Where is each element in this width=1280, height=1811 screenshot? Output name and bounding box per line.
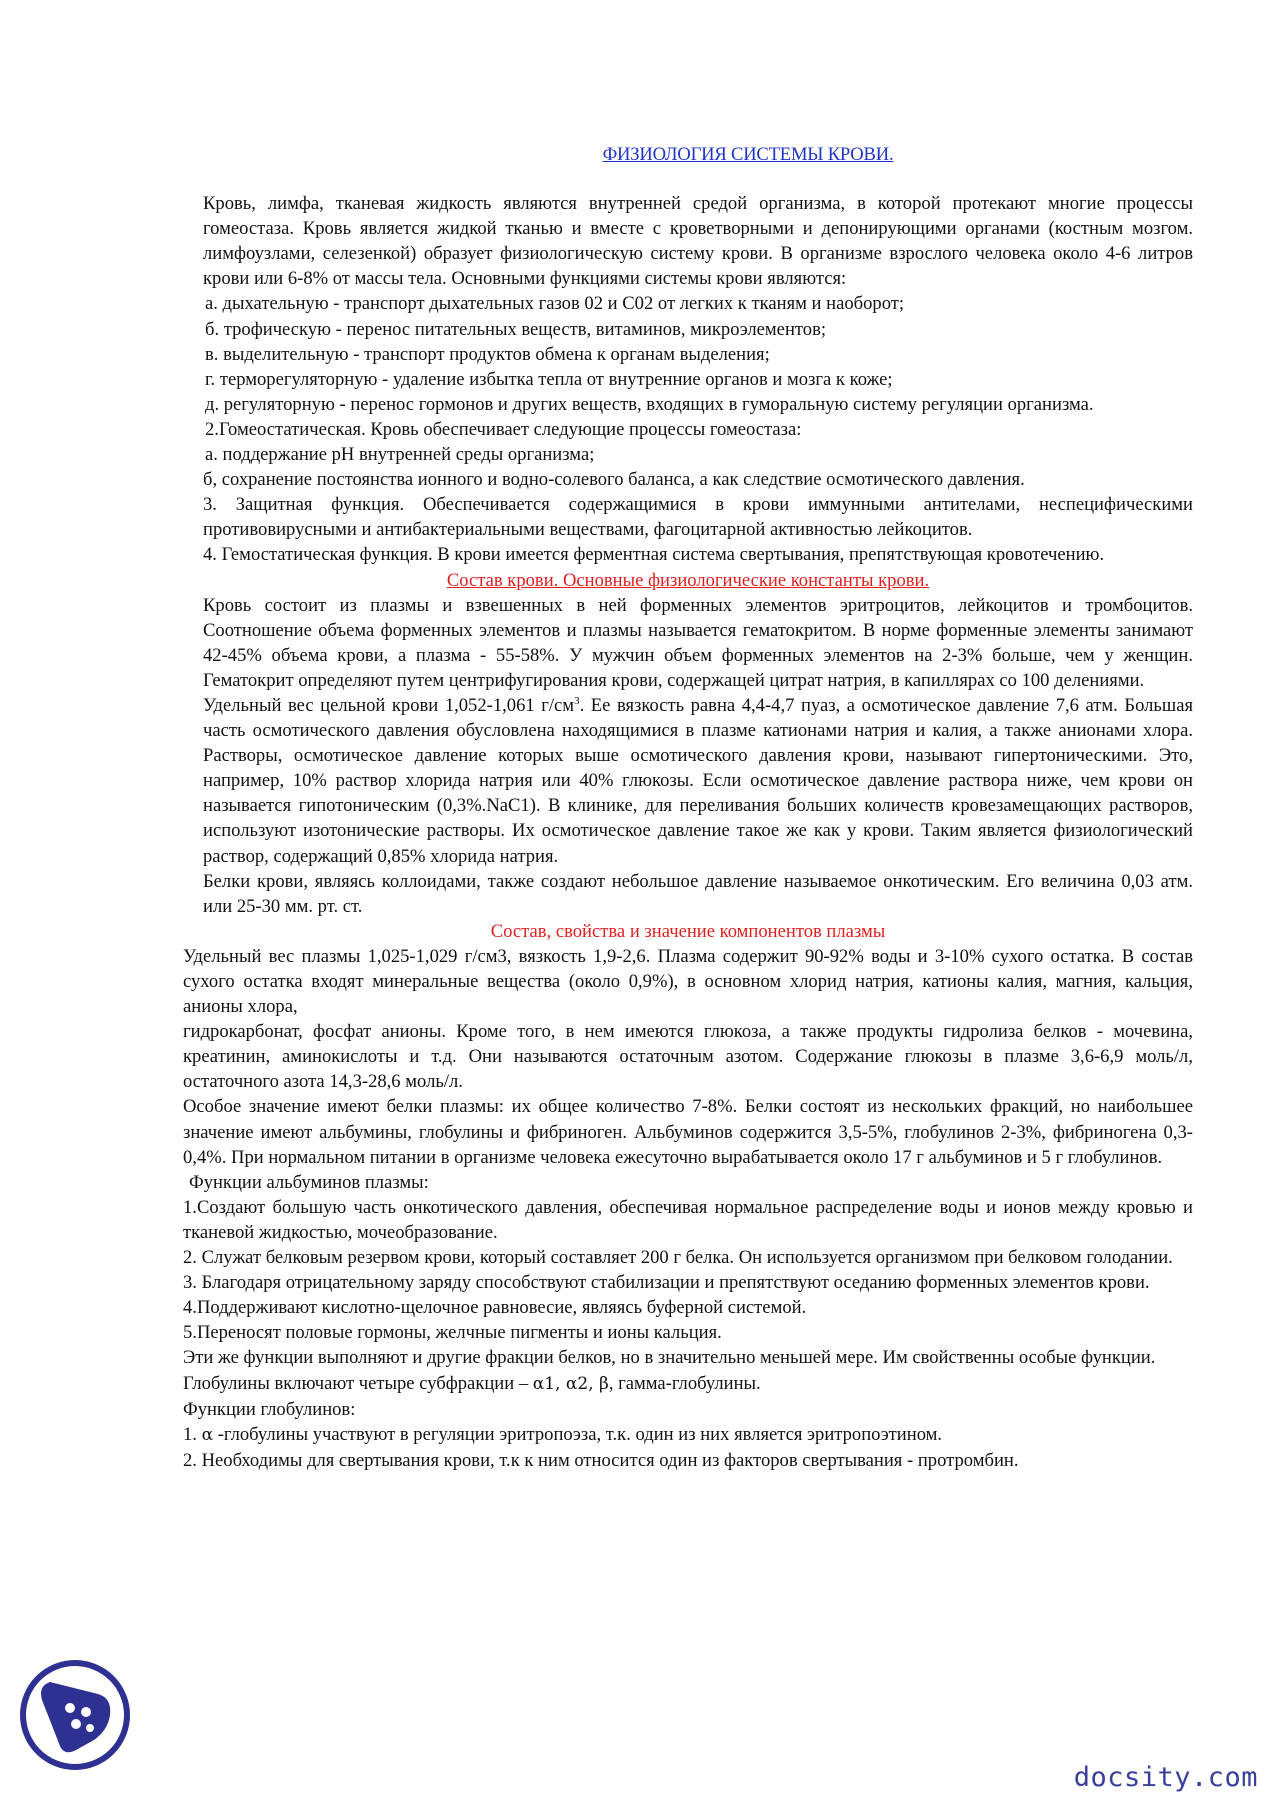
list-item: а. поддержание рН внутренней среды организма;: [205, 444, 595, 466]
superscript: 3: [574, 694, 580, 707]
list-item: 2. Служат белковым резервом крови, который составляет 200 г белка. Он используется организмом при белковом голодании.: [183, 1247, 1173, 1269]
section-heading-plasma: Состав, свойства и значение компонентов плазмы: [490, 920, 886, 942]
page-title: ФИЗИОЛОГИЯ СИСТЕМЫ КРОВИ.: [602, 144, 894, 165]
text-run: -глобулины участвуют в регуляции эритропоэза, т.к. один из них является эритропоэтином.: [213, 1423, 943, 1445]
docsity-brand[interactable]: docsity.com: [1073, 1762, 1258, 1793]
plasma-proteins-paragraph: Особое значение имеют белки плазмы: их общее количество 7-8%. Белки состоят из нескольких фракций, но наибольшее значение имеют альбумины, глобулины и фибриноген. Альбуминов содержится 3,5-5%, глобулинов 2-3%, фибриногена 0,3-0,4%. При нормальном питании в организме человека ежесуточно вырабатывается около 17 г альбуминов и 5 г глобулинов.: [183, 1096, 1193, 1168]
specific-gravity-paragraph: [183, 693, 1193, 869]
text-run: 1.: [183, 1423, 202, 1445]
list-item: 4.Поддерживают кислотно-щелочное равновесие, являясь буферной системой.: [183, 1297, 807, 1319]
list-item: 5.Переносят половые гормоны, желчные пигменты и ионы кальция.: [183, 1322, 722, 1344]
list-item: 3. Благодаря отрицательному заряду способствуют стабилизации и препятствуют оседанию форменных элементов крови.: [183, 1272, 1150, 1294]
text-run: , гамма-глобулины.: [608, 1372, 761, 1394]
text-run: Удельный вес цельной крови 1,052-1,061 г/см: [203, 694, 575, 716]
list-item: б. трофическую - перенос питательных веществ, витаминов, микроэлементов;: [205, 318, 827, 340]
docsity-logo-icon: [20, 1660, 130, 1770]
albumin-heading: Функции альбуминов плазмы:: [189, 1171, 429, 1193]
list-item: г. терморегуляторную - удаление избытка тепла от внутренние органов и мозга к коже;: [205, 368, 893, 390]
plasma-paragraph: Удельный вес плазмы 1,025-1,029 г/см3, вязкость 1,9-2,6. Плазма содержит 90-92% воды и 3-10% сухого остатка. В состав сухого остатка входят минеральные вещества (около 0,9%), в основном хлорид натрия, катионы калия, магния, кальция, анионы хлора,: [183, 945, 1193, 1018]
list-item: а. дыхательную - транспорт дыхательных газов 02 и С02 от легких к тканям и наоборот;: [205, 293, 905, 315]
list-item: д. регуляторную - перенос гормонов и других веществ, входящих в гуморальную систему регуляции организма. 2.Гомеостатическая. Кровь обеспечивает следующие процессы гомеостаза:: [205, 393, 1094, 440]
composition-paragraph: Кровь состоит из плазмы и взвешенных в ней форменных элементов эритроцитов, лейкоцитов и тромбоцитов. Соотношение объема форменных элементов и плазмы называется гематокритом. В норме форменные элементы занимают 42-45% объема крови, а плазма - 55-58%. У мужчин объем форменных элементов на 2-3% больше, чем у женщин. Гематокрит определяют путем центрифугирования крови, содержащей цитрат натрия, в капиллярах со 100 делениями.: [203, 594, 1193, 691]
list-item: 2. Необходимы для свертывания крови, т.к к ним относится один из факторов свертывания - протромбин.: [183, 1449, 1019, 1471]
list-item: б, сохранение постоянства ионного и водно-солевого баланса, а как следствие осмотического давления.: [203, 469, 1025, 491]
globulins-paragraph: [183, 1371, 1193, 1397]
intro-paragraph: Кровь, лимфа, тканевая жидкость являются внутренней средой организма, в которой протекают многие процессы гомеостаза. Кровь является жидкой тканью и вместе с кроветворными и депонирующими органами (костным мозгом. лимфоузлами, селезенкой) образует физиологическую систему крови. В организме взрослого человека около 4-6 литров крови или 6-8% от массы тела. Основными функциями системы крови являются:: [203, 193, 1193, 290]
list-item: [183, 1422, 1193, 1448]
globulin-heading: Функции глобулинов:: [183, 1398, 356, 1420]
hemostatic-paragraph: 4. Гемостатическая функция. В крови имеется ферментная система свертывания, препятствующая кровотечению.: [203, 544, 1105, 566]
list-item: в. выделительную - транспорт продуктов обмена к органам выделения;: [205, 343, 770, 365]
oncotic-paragraph: Белки крови, являясь коллоидами, также создают небольшое давление называемое онкотическим. Его величина 0,03 атм. или 25-30 мм. рт. ст.: [203, 870, 1193, 917]
protective-paragraph: 3. Защитная функция. Обеспечивается содержащимися в крови иммунными антителами, неспецифическими противовирусными и антибактериальными веществами, фагоцитарной активностью лейкоцитов.: [203, 494, 1193, 541]
text-run: . Ее вязкость равна 4,4-4,7 пуаз, а осмотическое давление 7,6 атм. Большая часть осмотического давления обусловлена находящимися в плазме катионами натрия и калия, а также анионами хлора. Растворы, осмотическое давление которых выше осмотического давления крови, называют гипертоническими. Это, например, 10% раствор хлорида натрия или 40% глюкозы. Если осмотическое давление раствора ниже, чем крови он называется гипотоническим (0,3%.NaC1). В клинике, для переливания больших количеств кровезамещающих растворов, используют изотонические растворы. Их осмотическое давление такое же как у крови. Таким является физиологический раствор, содержащий 0,85% хлорида натрия.: [203, 694, 1194, 867]
other-fractions-paragraph: Эти же функции выполняют и другие фракции белков, но в значительно меньшей мере. Им свойственны особые функции.: [183, 1347, 1156, 1369]
greek-symbols: α1, α2, β: [532, 1373, 609, 1394]
document-page: [183, 142, 1193, 1473]
text-run: Глобулины включают четыре субфракции –: [183, 1372, 533, 1394]
greek-symbol: α: [201, 1424, 214, 1445]
list-item: 1.Создают большую часть онкотического давления, обеспечивая нормальное распределение воды и ионов между кровью и тканевой жидкостью, мочеобразование.: [183, 1196, 1193, 1243]
plasma-paragraph-2: гидрокарбонат, фосфат анионы. Кроме того, в нем имеются глюкоза, а также продукты гидролиза белков - мочевина, креатинин, аминокислоты и т.д. Они называются остаточным азотом. Содержание глюкозы в плазме 3,6-6,9 моль/л, остаточного азота 14,3-28,6 моль/л.: [183, 1021, 1193, 1093]
functions-list: [183, 291, 1193, 492]
section-heading-composition: Состав крови. Основные физиологические константы крови.: [446, 569, 930, 591]
